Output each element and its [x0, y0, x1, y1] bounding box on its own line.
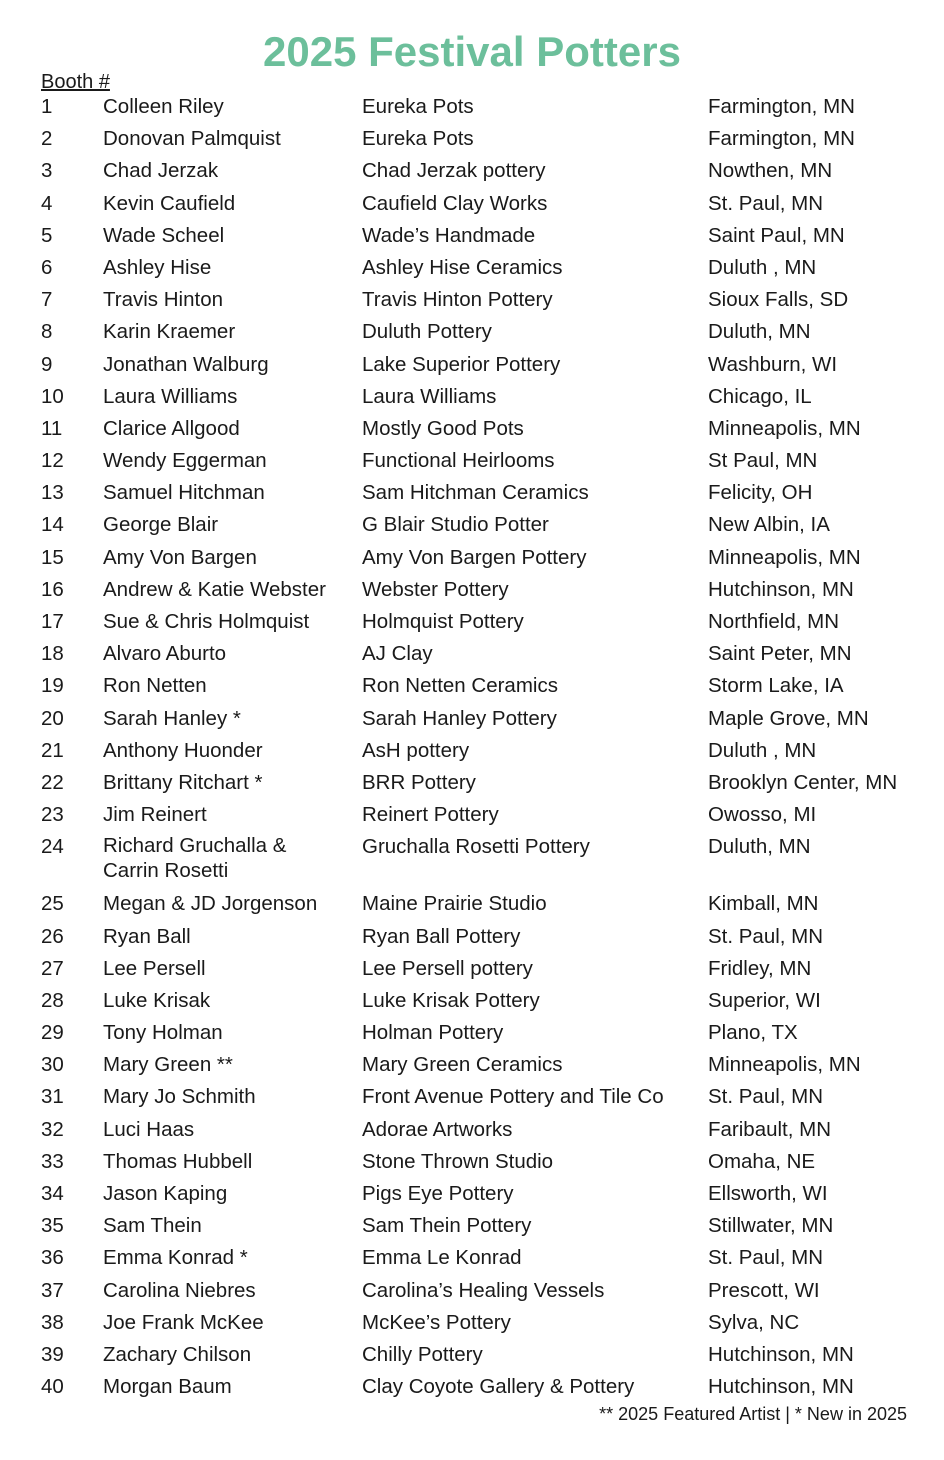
studio-name: Lake Superior Pottery — [362, 352, 561, 376]
booth-number: 32 — [41, 1117, 64, 1141]
list-item — [0, 157, 944, 189]
list-item — [0, 737, 944, 769]
potter-name: Mary Green ** — [103, 1053, 233, 1077]
list-item — [0, 833, 944, 890]
list-item — [0, 890, 944, 922]
potter-name: Andrew & Katie Webster — [103, 577, 326, 601]
booth-number: 27 — [41, 956, 64, 980]
list-item — [0, 222, 944, 254]
potter-location: St. Paul, MN — [708, 924, 824, 948]
studio-name: McKee’s Pottery — [362, 1310, 511, 1334]
potter-name: Jim Reinert — [103, 803, 207, 827]
potter-name: Donovan Palmquist — [103, 127, 281, 151]
studio-name: BRR Pottery — [362, 770, 476, 794]
potter-location: Maple Grove, MN — [708, 706, 869, 730]
list-item — [0, 1244, 944, 1276]
potter-location: St. Paul, MN — [708, 191, 824, 215]
studio-name: Duluth Pottery — [362, 320, 492, 344]
studio-name: Sarah Hanley Pottery — [362, 706, 557, 730]
studio-name: Adorae Artworks — [362, 1117, 513, 1141]
studio-name: Carolina’s Healing Vessels — [362, 1278, 605, 1302]
list-item — [0, 190, 944, 222]
potter-location: Sioux Falls, SD — [708, 288, 849, 312]
potter-name: Thomas Hubbell — [103, 1149, 253, 1173]
booth-number: 6 — [41, 255, 53, 279]
list-item — [0, 705, 944, 737]
potter-location: Kimball, MN — [708, 892, 819, 916]
studio-name: Maine Prairie Studio — [362, 892, 547, 916]
studio-name: Holman Pottery — [362, 1021, 504, 1045]
studio-name: Amy Von Bargen Pottery — [362, 545, 587, 569]
booth-number: 34 — [41, 1182, 64, 1205]
studio-name: Sam Hitchman Ceramics — [362, 481, 589, 505]
booth-number: 2 — [41, 127, 53, 151]
list-item — [0, 351, 944, 383]
potter-location: Duluth , MN — [708, 738, 817, 762]
list-item — [0, 1212, 944, 1244]
booth-number: 14 — [41, 513, 64, 537]
list-item — [0, 769, 944, 801]
studio-name: Lee Persell pottery — [362, 956, 533, 980]
list-item — [0, 286, 944, 318]
studio-name: Functional Heirlooms — [362, 449, 555, 473]
studio-name: Laura Williams — [362, 384, 497, 408]
booth-number: 13 — [41, 481, 64, 505]
studio-name: Gruchalla Rosetti Pottery — [362, 835, 590, 859]
potter-location: Minneapolis, MN — [708, 1053, 861, 1077]
potter-location: Owosso, MI — [708, 803, 817, 827]
booth-number: 17 — [41, 610, 64, 633]
potter-name: Megan & JD Jorgenson — [103, 892, 318, 916]
potter-location: Hutchinson, MN — [708, 1375, 854, 1399]
list-item — [0, 1019, 944, 1051]
booth-number: 15 — [41, 545, 64, 569]
booth-number: 3 — [41, 159, 53, 183]
list-item — [0, 923, 944, 955]
studio-name: Eureka Pots — [362, 127, 474, 151]
list-item — [0, 987, 944, 1019]
studio-name: Sam Thein Pottery — [362, 1214, 532, 1238]
booth-number: 4 — [41, 191, 53, 215]
list-item — [0, 1373, 944, 1405]
potter-name: Wade Scheel — [103, 223, 225, 247]
booth-number: 5 — [41, 223, 53, 247]
potter-location: Plano, TX — [708, 1021, 798, 1045]
booth-number: 25 — [41, 892, 64, 916]
potter-location: Saint Peter, MN — [708, 642, 852, 666]
potter-location: Chicago, IL — [708, 384, 812, 408]
potter-location: Storm Lake, IA — [708, 674, 844, 698]
potter-name: Colleen Riley — [103, 95, 224, 118]
list-item — [0, 544, 944, 576]
potter-location: St. Paul, MN — [708, 1246, 824, 1270]
potter-name: Sarah Hanley * — [103, 706, 241, 730]
studio-name: Wade’s Handmade — [362, 223, 536, 247]
potter-location: Ellsworth, WI — [708, 1182, 828, 1205]
studio-name: Clay Coyote Gallery & Pottery — [362, 1375, 635, 1399]
potter-name: Lee Persell — [103, 956, 206, 980]
potter-location: New Albin, IA — [708, 513, 830, 537]
list-item — [0, 383, 944, 415]
booth-number: 37 — [41, 1278, 64, 1302]
booth-number: 26 — [41, 924, 64, 948]
list-item — [0, 254, 944, 286]
booth-number: 33 — [41, 1149, 64, 1173]
potter-location: Farmington, MN — [708, 127, 855, 151]
booth-number: 31 — [41, 1085, 64, 1109]
potter-name: Carolina Niebres — [103, 1278, 256, 1302]
potter-name: Emma Konrad * — [103, 1246, 248, 1270]
studio-name: Mostly Good Pots — [362, 416, 524, 440]
studio-name: Front Avenue Pottery and Tile Co — [362, 1085, 664, 1109]
potter-location: Superior, WI — [708, 988, 821, 1012]
booth-number: 40 — [41, 1375, 64, 1399]
potter-location: Hutchinson, MN — [708, 577, 854, 601]
potter-location: Minneapolis, MN — [708, 416, 861, 440]
booth-number: 22 — [41, 770, 64, 794]
potter-name: Luke Krisak — [103, 988, 211, 1012]
legend-note: ** 2025 Featured Artist | * New in 2025 — [599, 1404, 907, 1424]
list-item — [0, 801, 944, 833]
potter-location: Fridley, MN — [708, 956, 812, 980]
list-item — [0, 93, 944, 125]
potter-name: Joe Frank McKee — [103, 1310, 264, 1334]
booth-number: 39 — [41, 1342, 64, 1366]
studio-name: Caufield Clay Works — [362, 191, 548, 215]
potter-name: Ryan Ball — [103, 924, 191, 948]
potter-location: St Paul, MN — [708, 449, 818, 473]
booth-number: 8 — [41, 320, 53, 344]
potter-name: Amy Von Bargen — [103, 545, 257, 569]
booth-number: 35 — [41, 1214, 64, 1238]
potter-location: Farmington, MN — [708, 95, 855, 118]
list-item — [0, 1309, 944, 1341]
potter-location: St. Paul, MN — [708, 1085, 824, 1109]
studio-name: Ashley Hise Ceramics — [362, 255, 563, 279]
studio-name: Ron Netten Ceramics — [362, 674, 558, 698]
studio-name: AJ Clay — [362, 642, 433, 666]
studio-name: Mary Green Ceramics — [362, 1053, 563, 1077]
studio-name: Webster Pottery — [362, 577, 509, 601]
studio-name: Emma Le Konrad — [362, 1246, 522, 1270]
list-item — [0, 479, 944, 511]
potter-name: Kevin Caufield — [103, 191, 236, 215]
potter-location: Sylva, NC — [708, 1310, 800, 1334]
booth-column-header: Booth # — [41, 71, 110, 93]
potter-name: Brittany Ritchart * — [103, 770, 263, 794]
potter-location: Hutchinson, MN — [708, 1342, 854, 1366]
booth-number: 29 — [41, 1021, 64, 1045]
booth-number: 1 — [41, 95, 53, 118]
potter-location: Duluth, MN — [708, 320, 811, 344]
potter-location: Stillwater, MN — [708, 1214, 834, 1238]
potter-name: Sam Thein — [103, 1214, 202, 1238]
potter-name: Tony Holman — [103, 1021, 223, 1045]
potter-name: Chad Jerzak — [103, 159, 219, 183]
potter-location: Brooklyn Center, MN — [708, 770, 898, 794]
studio-name: Luke Krisak Pottery — [362, 988, 540, 1012]
potter-location: Minneapolis, MN — [708, 545, 861, 569]
list-item — [0, 125, 944, 157]
list-item — [0, 672, 944, 704]
potter-name: Anthony Huonder — [103, 738, 263, 762]
list-item — [0, 640, 944, 672]
list-item — [0, 1180, 944, 1212]
booth-number: 9 — [41, 352, 53, 376]
potter-list — [0, 93, 944, 1405]
booth-number: 7 — [41, 288, 53, 312]
studio-name: Chilly Pottery — [362, 1342, 483, 1366]
page-title: 2025 Festival Potters — [263, 28, 681, 75]
potter-name: Ron Netten — [103, 674, 207, 698]
booth-number: 30 — [41, 1053, 64, 1077]
studio-name: Chad Jerzak pottery — [362, 159, 546, 183]
list-item — [0, 1083, 944, 1115]
potter-name: Samuel Hitchman — [103, 481, 265, 505]
studio-name: Eureka Pots — [362, 95, 474, 118]
potter-location: Duluth, MN — [708, 835, 811, 859]
potter-name: Zachary Chilson — [103, 1342, 252, 1366]
studio-name: Stone Thrown Studio — [362, 1149, 554, 1173]
list-item — [0, 318, 944, 350]
potter-name: Morgan Baum — [103, 1375, 232, 1399]
booth-number: 23 — [41, 803, 64, 827]
booth-number: 24 — [41, 835, 64, 859]
list-item — [0, 1341, 944, 1373]
studio-name: AsH pottery — [362, 738, 470, 762]
potter-location: Omaha, NE — [708, 1149, 816, 1173]
booth-number: 18 — [41, 642, 64, 666]
list-item — [0, 447, 944, 479]
studio-name: Holmquist Pottery — [362, 610, 524, 633]
list-item — [0, 1148, 944, 1180]
booth-number: 19 — [41, 674, 64, 698]
studio-name: Reinert Pottery — [362, 803, 499, 827]
list-item — [0, 955, 944, 987]
booth-number: 16 — [41, 577, 64, 601]
potter-location: Northfield, MN — [708, 610, 840, 633]
list-item — [0, 415, 944, 447]
booth-number: 38 — [41, 1310, 64, 1334]
potter-location: Saint Paul, MN — [708, 223, 845, 247]
potter-name: Travis Hinton — [103, 288, 223, 312]
booth-number: 10 — [41, 384, 64, 408]
list-item — [0, 1051, 944, 1083]
potter-location: Duluth , MN — [708, 255, 817, 279]
studio-name: Pigs Eye Pottery — [362, 1182, 514, 1205]
list-item — [0, 1116, 944, 1148]
booth-number: 11 — [41, 416, 63, 440]
potter-name: Jonathan Walburg — [103, 352, 269, 376]
potter-location: Nowthen, MN — [708, 159, 833, 183]
potter-location: Washburn, WI — [708, 352, 838, 376]
potter-name: Alvaro Aburto — [103, 642, 227, 666]
potter-location: Felicity, OH — [708, 481, 813, 505]
potter-name: Clarice Allgood — [103, 416, 240, 440]
booth-number: 21 — [41, 738, 64, 762]
booth-number: 20 — [41, 706, 64, 730]
potter-name: Ashley Hise — [103, 255, 212, 279]
list-item — [0, 1277, 944, 1309]
booth-number: 12 — [41, 449, 64, 473]
potter-name: Laura Williams — [103, 384, 238, 408]
list-item — [0, 608, 944, 640]
booth-number: 36 — [41, 1246, 64, 1270]
studio-name: G Blair Studio Potter — [362, 513, 549, 537]
list-item — [0, 511, 944, 543]
potter-name: Luci Haas — [103, 1117, 195, 1141]
potter-name: Richard Gruchalla & Carrin Rosetti — [103, 834, 287, 883]
potter-location: Prescott, WI — [708, 1278, 820, 1302]
potter-name: Jason Kaping — [103, 1182, 228, 1205]
studio-name: Ryan Ball Pottery — [362, 924, 521, 948]
potter-name: Karin Kraemer — [103, 320, 236, 344]
potter-location: Faribault, MN — [708, 1117, 832, 1141]
booth-number: 28 — [41, 988, 64, 1012]
potter-name: Sue & Chris Holmquist — [103, 610, 310, 633]
list-item — [0, 576, 944, 608]
potter-name: Mary Jo Schmith — [103, 1085, 256, 1109]
studio-name: Travis Hinton Pottery — [362, 288, 553, 312]
potter-name: George Blair — [103, 513, 219, 537]
potter-name: Wendy Eggerman — [103, 449, 267, 473]
